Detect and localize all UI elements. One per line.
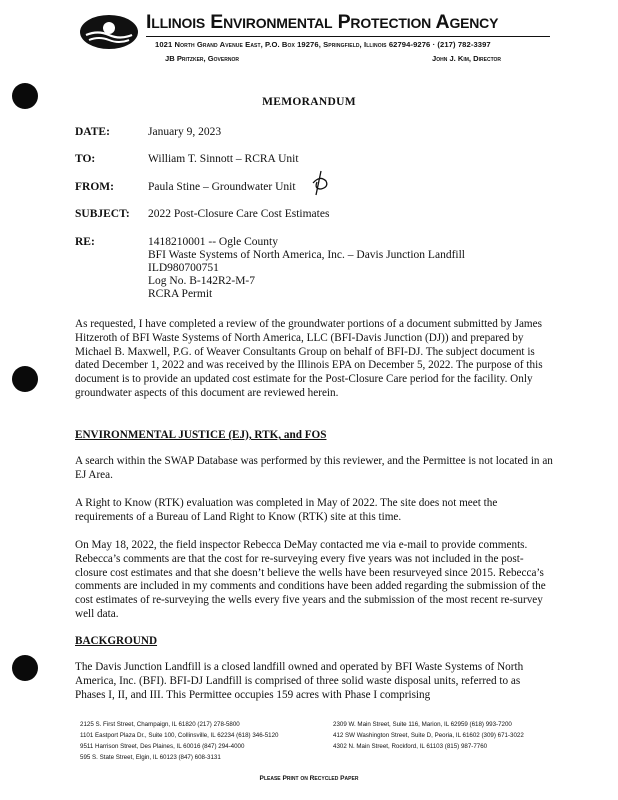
ej-paragraph-3: On May 18, 2022, the field inspector Rebecca DeMay contacted me via e-mail to provide comments. Rebecca’s comments are that the cost for re-surveying every five years was not included in the post-closure cost estimates and that she doesn’t believe the wells have been resurveyed since 2015. Rebecca’s comments are included in my comments and conditions have been added regarding the submission of the cost estimates of re-surveying the wells every five years and the submission of the most recent re-survey well data. [75,539,546,620]
from-label: FROM: [75,181,114,193]
governor-name: JB Pritzker, Governor [165,54,239,63]
ej-paragraph-1: A search within the SWAP Database was performed by this reviewer, and the Permittee is not located in an EJ Area. [75,455,553,481]
background-paragraph-1: The Davis Junction Landfill is a closed landfill owned and operated by BFI Waste Systems of North America, Inc. (BFI). BFI-DJ Landfill is comprised of three solid waste disposal units, referred to as Phases I, II, and III. This Permittee occupies 159 acres with Phase I comprising [75,661,524,701]
footer-addresses-left [80,719,278,763]
from-value: Paula Stine – Groundwater Unit [148,181,296,193]
footer-address: 2125 S. First Street, Champaign, IL 61820 (217) 278-5800 [80,721,240,728]
re-label: RE: [75,236,95,248]
section-heading-background: BACKGROUND [75,635,158,647]
date-label: DATE: [75,126,110,138]
footer-address: 4302 N. Main Street, Rockford, IL 61103 (815) 987-7760 [333,743,488,750]
agency-address: 1021 North Grand Avenue East, P.O. Box 19276, Springfield, Illinois 62794-9276 · (217) 782-3397 [155,40,491,49]
recycled-paper-note: Please Print on Recycled Paper [259,775,359,782]
date-value: January 9, 2023 [148,126,222,138]
re-line: BFI Waste Systems of North America, Inc. – Davis Junction Landfill [148,249,465,261]
initials-signature [309,169,331,197]
to-label: TO: [75,153,96,165]
memo-title: MEMORANDUM [262,96,356,108]
ej-paragraph-2: A Right to Know (RTK) evaluation was completed in May of 2022. The site does not meet the requirements of a Bureau of Land Right to Know (RTK) site at this time. [75,497,498,523]
footer-address: 595 S. State Street, Elgin, IL 60123 (847) 608-3131 [80,754,221,761]
intro-paragraph: As requested, I have completed a review of the groundwater portions of a document submitted by James Hitzeroth of BFI Waste Systems of North America, LLC (BFI-Davis Junction (DJ)) and prepared by Michael B. Maxwell, P.G. of Weaver Consultants Group on behalf of BFI-DJ. The subject document is dated December 1, 2022 and was received by the Illinois EPA on December 5, 2022. The purpose of this document is to provide an updated cost estimate for the Post-Closure Care period for the facility. Only groundwater aspects of this document are reviewed herein. [75,318,543,399]
footer-address: 2309 W. Main Street, Suite 116, Marion, IL 62959 (618) 993-7200 [333,721,512,728]
footer-address: 9511 Harrison Street, Des Plaines, IL 60016 (847) 294-4000 [80,743,245,750]
iepa-logo-icon [78,13,140,51]
subject-value: 2022 Post-Closure Care Cost Estimates [148,208,330,220]
re-line: 1418210001 -- Ogle County [148,236,279,248]
to-value: William T. Sinnott – RCRA Unit [148,153,299,165]
agency-name: Illinois Environmental Protection Agency [146,11,499,33]
director-name: John J. Kim, Director [432,54,502,63]
re-block [148,236,465,301]
re-line: RCRA Permit [148,288,213,300]
re-line: Log No. B-142R2-M-7 [148,275,256,287]
footer-addresses-right [333,719,524,752]
footer-address: 412 SW Washington Street, Suite D, Peoria, IL 61602 (309) 671-3022 [333,732,524,739]
subject-label: SUBJECT: [75,208,130,220]
punch-hole-bottom [12,655,38,681]
punch-hole-middle [12,366,38,392]
letterhead-rule [146,36,550,37]
section-heading-ej: ENVIRONMENTAL JUSTICE (EJ), RTK, and FOS [75,429,327,441]
re-line: ILD980700751 [148,262,219,274]
footer-address: 1101 Eastport Plaza Dr., Suite 100, Collinsville, IL 62234 (618) 346-5120 [80,732,279,739]
